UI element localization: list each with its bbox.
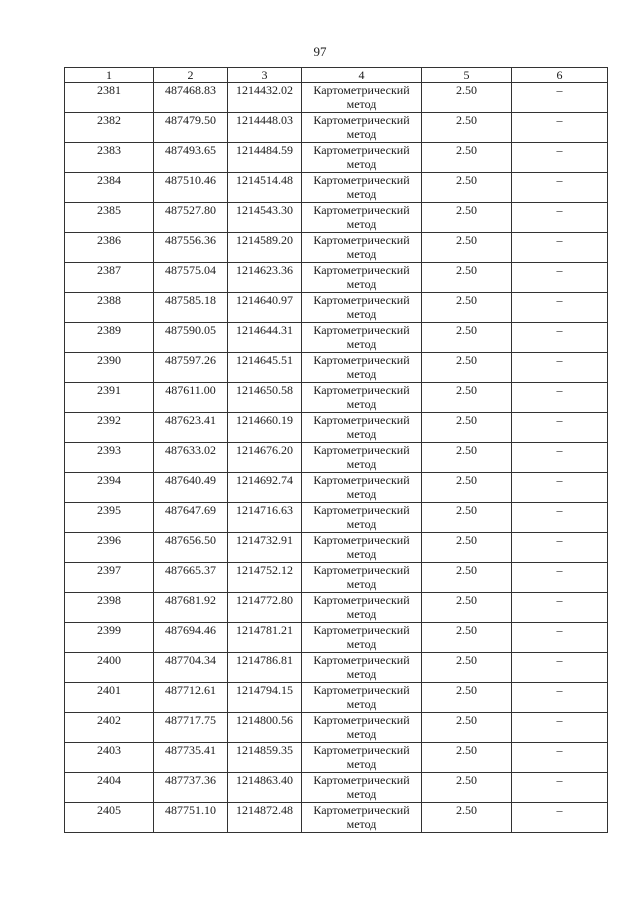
method-cell	[302, 173, 422, 203]
page-number: 97	[313, 44, 327, 59]
precision-cell: 2.50	[422, 743, 512, 773]
precision-cell: 2.50	[422, 473, 512, 503]
method-line-2: метод	[346, 277, 377, 291]
note-cell: –	[512, 233, 608, 263]
precision-cell: 2.50	[422, 713, 512, 743]
x-coordinate-cell: 487611.00	[154, 383, 228, 413]
method-line-1: Картометрический	[313, 263, 410, 277]
method-cell	[302, 593, 422, 623]
table-row	[65, 683, 608, 713]
table-row	[65, 773, 608, 803]
point-number-cell: 2381	[65, 83, 154, 113]
x-coordinate-cell: 487665.37	[154, 563, 228, 593]
precision-cell: 2.50	[422, 83, 512, 113]
precision-cell: 2.50	[422, 293, 512, 323]
method-cell	[302, 143, 422, 173]
method-cell	[302, 323, 422, 353]
header-cell: 4	[302, 68, 422, 83]
point-number-cell: 2400	[65, 653, 154, 683]
method-line-2: метод	[346, 547, 377, 561]
method-line-2: метод	[346, 367, 377, 381]
method-cell	[302, 383, 422, 413]
method-line-1: Картометрический	[313, 383, 410, 397]
precision-cell: 2.50	[422, 503, 512, 533]
table-row	[65, 473, 608, 503]
x-coordinate-cell: 487656.50	[154, 533, 228, 563]
method-cell	[302, 263, 422, 293]
y-coordinate-cell: 1214716.63	[228, 503, 302, 533]
method-cell	[302, 623, 422, 653]
note-cell: –	[512, 83, 608, 113]
y-coordinate-cell: 1214772.80	[228, 593, 302, 623]
x-coordinate-cell: 487704.34	[154, 653, 228, 683]
method-line-2: метод	[346, 457, 377, 471]
note-cell: –	[512, 383, 608, 413]
note-cell: –	[512, 533, 608, 563]
y-coordinate-cell: 1214676.20	[228, 443, 302, 473]
method-line-1: Картометрический	[313, 113, 410, 127]
method-line-1: Картометрический	[313, 203, 410, 217]
x-coordinate-cell: 487597.26	[154, 353, 228, 383]
coordinates-table	[64, 67, 608, 833]
method-line-1: Картометрический	[313, 353, 410, 367]
method-line-1: Картометрический	[313, 293, 410, 307]
note-cell: –	[512, 293, 608, 323]
y-coordinate-cell: 1214786.81	[228, 653, 302, 683]
table-row	[65, 233, 608, 263]
y-coordinate-cell: 1214650.58	[228, 383, 302, 413]
method-cell	[302, 473, 422, 503]
y-coordinate-cell: 1214514.48	[228, 173, 302, 203]
method-line-2: метод	[346, 337, 377, 351]
method-cell	[302, 803, 422, 833]
point-number-cell: 2401	[65, 683, 154, 713]
method-line-1: Картометрический	[313, 413, 410, 427]
point-number-cell: 2398	[65, 593, 154, 623]
precision-cell: 2.50	[422, 653, 512, 683]
header-cell: 3	[228, 68, 302, 83]
note-cell: –	[512, 353, 608, 383]
method-line-2: метод	[346, 427, 377, 441]
y-coordinate-cell: 1214872.48	[228, 803, 302, 833]
table-row	[65, 533, 608, 563]
point-number-cell: 2394	[65, 473, 154, 503]
method-cell	[302, 533, 422, 563]
method-line-1: Картометрический	[313, 593, 410, 607]
note-cell: –	[512, 593, 608, 623]
precision-cell: 2.50	[422, 323, 512, 353]
y-coordinate-cell: 1214732.91	[228, 533, 302, 563]
table-row	[65, 353, 608, 383]
x-coordinate-cell: 487640.49	[154, 473, 228, 503]
x-coordinate-cell: 487694.46	[154, 623, 228, 653]
method-line-2: метод	[346, 187, 377, 201]
x-coordinate-cell: 487735.41	[154, 743, 228, 773]
point-number-cell: 2392	[65, 413, 154, 443]
method-line-2: метод	[346, 577, 377, 591]
y-coordinate-cell: 1214543.30	[228, 203, 302, 233]
method-cell	[302, 233, 422, 263]
table-row	[65, 743, 608, 773]
method-cell	[302, 353, 422, 383]
method-cell	[302, 773, 422, 803]
method-line-1: Картометрический	[313, 623, 410, 637]
point-number-cell: 2393	[65, 443, 154, 473]
method-line-1: Картометрический	[313, 803, 410, 817]
x-coordinate-cell: 487527.80	[154, 203, 228, 233]
point-number-cell: 2404	[65, 773, 154, 803]
method-line-1: Картометрический	[313, 503, 410, 517]
note-cell: –	[512, 443, 608, 473]
header-row	[65, 68, 608, 83]
x-coordinate-cell: 487585.18	[154, 293, 228, 323]
method-line-2: метод	[346, 817, 377, 831]
method-line-1: Картометрический	[313, 83, 410, 97]
y-coordinate-cell: 1214623.36	[228, 263, 302, 293]
precision-cell: 2.50	[422, 413, 512, 443]
y-coordinate-cell: 1214781.21	[228, 623, 302, 653]
note-cell: –	[512, 803, 608, 833]
y-coordinate-cell: 1214794.15	[228, 683, 302, 713]
method-cell	[302, 113, 422, 143]
x-coordinate-cell: 487737.36	[154, 773, 228, 803]
method-line-1: Картометрический	[313, 143, 410, 157]
precision-cell: 2.50	[422, 683, 512, 713]
note-cell: –	[512, 203, 608, 233]
method-line-1: Картометрический	[313, 173, 410, 187]
method-line-1: Картометрический	[313, 773, 410, 787]
point-number-cell: 2389	[65, 323, 154, 353]
method-line-2: метод	[346, 307, 377, 321]
table-row	[65, 623, 608, 653]
y-coordinate-cell: 1214640.97	[228, 293, 302, 323]
point-number-cell: 2396	[65, 533, 154, 563]
table-row	[65, 113, 608, 143]
method-line-2: метод	[346, 787, 377, 801]
y-coordinate-cell: 1214432.02	[228, 83, 302, 113]
method-line-1: Картометрический	[313, 473, 410, 487]
table-row	[65, 383, 608, 413]
x-coordinate-cell: 487623.41	[154, 413, 228, 443]
method-line-1: Картометрический	[313, 683, 410, 697]
table-row	[65, 173, 608, 203]
method-cell	[302, 83, 422, 113]
method-cell	[302, 203, 422, 233]
method-line-2: метод	[346, 697, 377, 711]
method-cell	[302, 563, 422, 593]
x-coordinate-cell: 487681.92	[154, 593, 228, 623]
y-coordinate-cell: 1214859.35	[228, 743, 302, 773]
table-row	[65, 203, 608, 233]
table-row	[65, 593, 608, 623]
note-cell: –	[512, 143, 608, 173]
method-line-1: Картометрический	[313, 713, 410, 727]
precision-cell: 2.50	[422, 443, 512, 473]
y-coordinate-cell: 1214863.40	[228, 773, 302, 803]
header-cell: 6	[512, 68, 608, 83]
precision-cell: 2.50	[422, 173, 512, 203]
method-line-2: метод	[346, 97, 377, 111]
y-coordinate-cell: 1214752.12	[228, 563, 302, 593]
note-cell: –	[512, 473, 608, 503]
method-cell	[302, 293, 422, 323]
method-line-1: Картометрический	[313, 743, 410, 757]
precision-cell: 2.50	[422, 203, 512, 233]
header-cell: 5	[422, 68, 512, 83]
header-cell: 2	[154, 68, 228, 83]
point-number-cell: 2395	[65, 503, 154, 533]
method-line-2: метод	[346, 217, 377, 231]
x-coordinate-cell: 487647.69	[154, 503, 228, 533]
method-line-1: Картометрический	[313, 533, 410, 547]
x-coordinate-cell: 487590.05	[154, 323, 228, 353]
point-number-cell: 2382	[65, 113, 154, 143]
method-line-2: метод	[346, 667, 377, 681]
method-line-1: Картометрический	[313, 563, 410, 577]
point-number-cell: 2387	[65, 263, 154, 293]
precision-cell: 2.50	[422, 623, 512, 653]
table-row	[65, 143, 608, 173]
y-coordinate-cell: 1214589.20	[228, 233, 302, 263]
precision-cell: 2.50	[422, 113, 512, 143]
method-cell	[302, 683, 422, 713]
method-line-2: метод	[346, 607, 377, 621]
method-cell	[302, 743, 422, 773]
note-cell: –	[512, 563, 608, 593]
method-cell	[302, 653, 422, 683]
x-coordinate-cell: 487633.02	[154, 443, 228, 473]
x-coordinate-cell: 487751.10	[154, 803, 228, 833]
point-number-cell: 2405	[65, 803, 154, 833]
method-line-2: метод	[346, 637, 377, 651]
note-cell: –	[512, 113, 608, 143]
x-coordinate-cell: 487712.61	[154, 683, 228, 713]
x-coordinate-cell: 487575.04	[154, 263, 228, 293]
header-cell: 1	[65, 68, 154, 83]
method-line-2: метод	[346, 727, 377, 741]
precision-cell: 2.50	[422, 233, 512, 263]
precision-cell: 2.50	[422, 353, 512, 383]
table-row	[65, 563, 608, 593]
x-coordinate-cell: 487493.65	[154, 143, 228, 173]
precision-cell: 2.50	[422, 593, 512, 623]
method-line-1: Картометрический	[313, 323, 410, 337]
table-row	[65, 83, 608, 113]
note-cell: –	[512, 713, 608, 743]
method-cell	[302, 713, 422, 743]
point-number-cell: 2402	[65, 713, 154, 743]
note-cell: –	[512, 683, 608, 713]
note-cell: –	[512, 173, 608, 203]
precision-cell: 2.50	[422, 563, 512, 593]
note-cell: –	[512, 503, 608, 533]
table-row	[65, 443, 608, 473]
point-number-cell: 2384	[65, 173, 154, 203]
table-row	[65, 803, 608, 833]
point-number-cell: 2399	[65, 623, 154, 653]
method-line-2: метод	[346, 517, 377, 531]
point-number-cell: 2403	[65, 743, 154, 773]
point-number-cell: 2388	[65, 293, 154, 323]
method-line-2: метод	[346, 397, 377, 411]
note-cell: –	[512, 263, 608, 293]
table-row	[65, 413, 608, 443]
x-coordinate-cell: 487468.83	[154, 83, 228, 113]
point-number-cell: 2390	[65, 353, 154, 383]
y-coordinate-cell: 1214800.56	[228, 713, 302, 743]
note-cell: –	[512, 413, 608, 443]
table-row	[65, 653, 608, 683]
method-line-1: Картометрический	[313, 233, 410, 247]
y-coordinate-cell: 1214645.51	[228, 353, 302, 383]
method-line-2: метод	[346, 487, 377, 501]
table-row	[65, 503, 608, 533]
point-number-cell: 2383	[65, 143, 154, 173]
precision-cell: 2.50	[422, 773, 512, 803]
table-body	[65, 83, 608, 833]
method-cell	[302, 443, 422, 473]
table-row	[65, 263, 608, 293]
x-coordinate-cell: 487479.50	[154, 113, 228, 143]
y-coordinate-cell: 1214692.74	[228, 473, 302, 503]
x-coordinate-cell: 487717.75	[154, 713, 228, 743]
x-coordinate-cell: 487556.36	[154, 233, 228, 263]
method-line-1: Картометрический	[313, 443, 410, 457]
method-line-2: метод	[346, 757, 377, 771]
method-cell	[302, 503, 422, 533]
note-cell: –	[512, 743, 608, 773]
point-number-cell: 2385	[65, 203, 154, 233]
precision-cell: 2.50	[422, 383, 512, 413]
precision-cell: 2.50	[422, 803, 512, 833]
method-cell	[302, 413, 422, 443]
method-line-2: метод	[346, 127, 377, 141]
method-line-2: метод	[346, 157, 377, 171]
table-row	[65, 323, 608, 353]
table-row	[65, 293, 608, 323]
method-line-2: метод	[346, 247, 377, 261]
x-coordinate-cell: 487510.46	[154, 173, 228, 203]
y-coordinate-cell: 1214448.03	[228, 113, 302, 143]
point-number-cell: 2386	[65, 233, 154, 263]
table-row	[65, 713, 608, 743]
method-line-1: Картометрический	[313, 653, 410, 667]
y-coordinate-cell: 1214484.59	[228, 143, 302, 173]
y-coordinate-cell: 1214660.19	[228, 413, 302, 443]
note-cell: –	[512, 323, 608, 353]
point-number-cell: 2397	[65, 563, 154, 593]
precision-cell: 2.50	[422, 143, 512, 173]
note-cell: –	[512, 623, 608, 653]
precision-cell: 2.50	[422, 533, 512, 563]
note-cell: –	[512, 653, 608, 683]
precision-cell: 2.50	[422, 263, 512, 293]
y-coordinate-cell: 1214644.31	[228, 323, 302, 353]
note-cell: –	[512, 773, 608, 803]
point-number-cell: 2391	[65, 383, 154, 413]
